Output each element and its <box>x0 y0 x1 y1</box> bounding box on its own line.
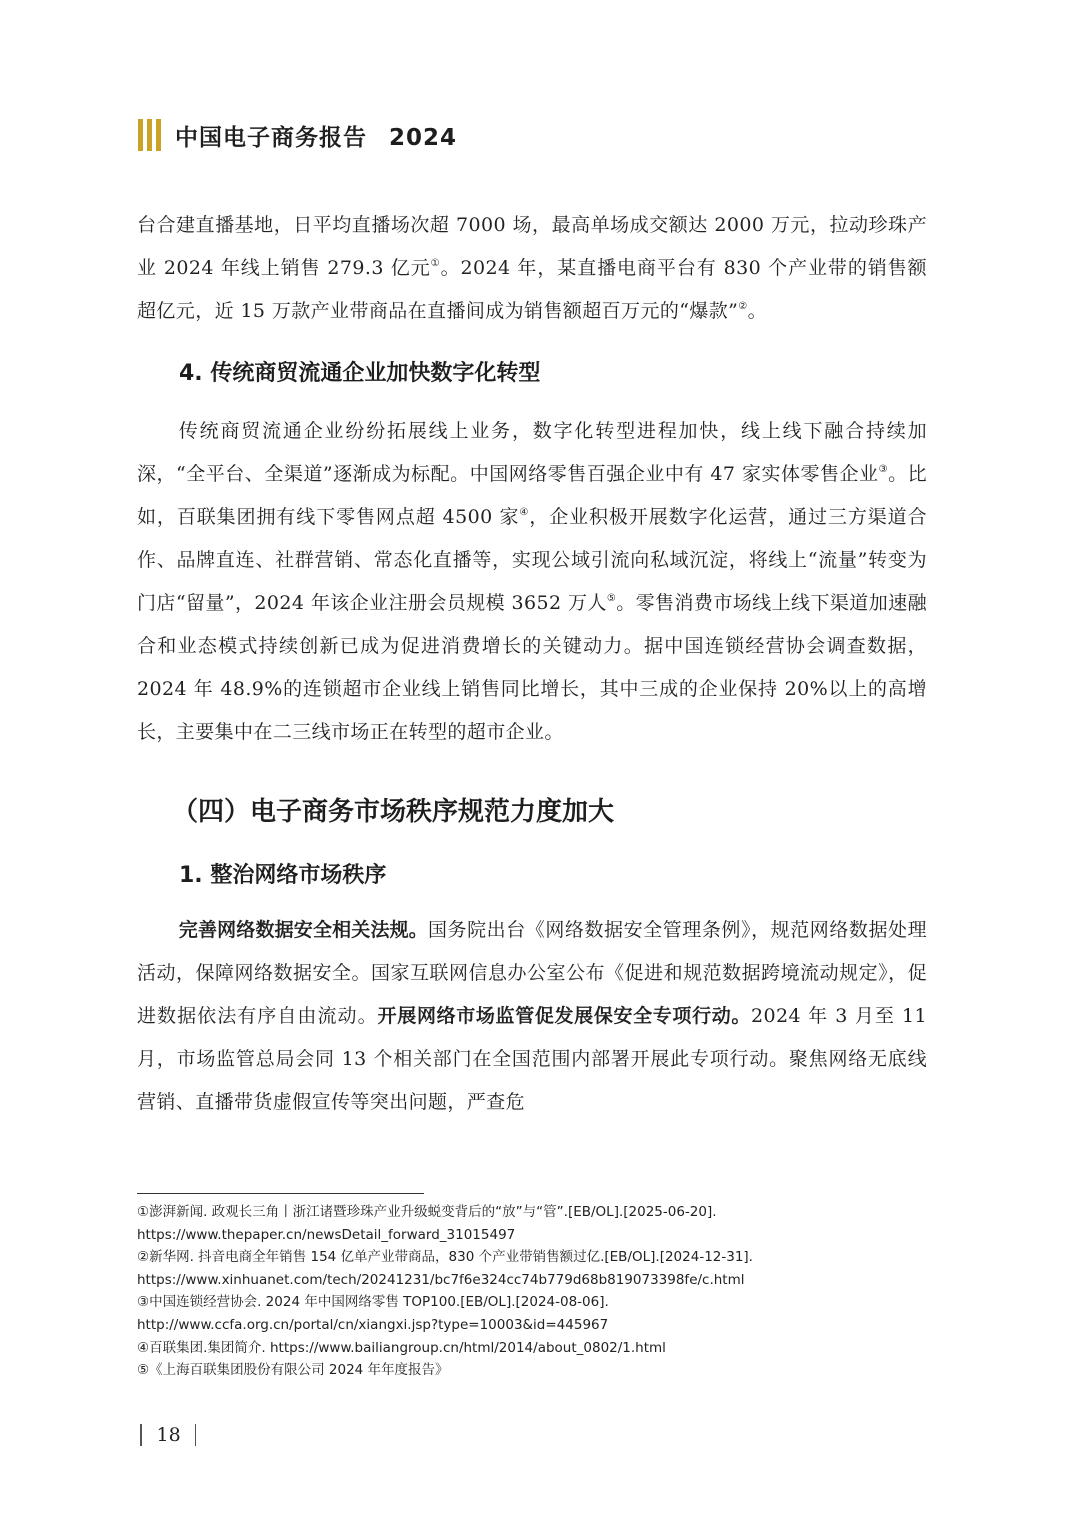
footnote-ref-3[interactable]: ③ <box>878 464 889 475</box>
footnote-line: ②新华网. 抖音电商全年销售 154 亿单产业带商品，830 个产业带销售额过亿.[EB/OL].[2024-12-31]. <box>137 1249 753 1266</box>
page-number-block <box>140 1421 196 1449</box>
section-heading-market-order: （四）电子商务市场秩序规范力度加大 <box>172 797 615 827</box>
footnote-line: ⑤《上海百联集团股份有限公司 2024 年年度报告》 <box>137 1362 449 1379</box>
footnote-ref-5[interactable]: ⑤ <box>606 593 617 604</box>
report-year: 2024 <box>389 124 458 151</box>
paragraph-rectify-market: 完善网络数据安全相关法规。国务院出台《网络数据安全管理条例》，规范网络数据处理活动，保障网络数据安全。国家互联网信息办公室公布《促进和规范数据跨境流动规定》，促进数据依法有序自由流动。开展网络市场监管促发展保安全专项行动。2024 年 3 月至 11 月，市场监管总局会同 13 个相关部门在全国范围内部署开展此专项行动。聚焦网络无底线营销、直播带货虚假宣传等突出问题，严查危 <box>137 919 927 1113</box>
report-title <box>175 119 457 152</box>
page-number: 18 <box>156 1424 181 1446</box>
header-bars-decoration <box>138 119 161 151</box>
report-title-text: 中国电子商务报告 <box>175 124 367 151</box>
main-content <box>137 204 927 1124</box>
paragraph-traditional-retail: 传统商贸流通企业纷纷拓展线上业务，数字化转型进程加快，线上线下融合持续加深，“全平台、全渠道”逐渐成为标配。中国网络零售百强企业中有 47 家实体零售企业③。比如，百联集团拥有线下零售网点超 4500 家④，企业积极开展数字化运营，通过三方渠道合作、品牌直连、社群营销、常态化直播等，实现公域引流向私域沉淀，将线上“流量”转变为门店“留量”，2024 年该企业注册会员规模 3652 万人⑤。零售消费市场线上线下渠道加速融合和业态模式持续创新已成为促进消费增长的关键动力。据中国连锁经营协会调查数据，2024 年 48.9%的连锁超市企业线上销售同比增长，其中三成的企业保持 20%以上的高增长，主要集中在二三线市场正在转型的超市企业。 <box>137 420 927 743</box>
footnote-url[interactable]: http://www.ccfa.org.cn/portal/cn/xiangxi.jsp?type=10003&id=445967 <box>137 1316 609 1333</box>
page-header <box>138 117 457 153</box>
subheading-traditional-retail: 4. 传统商贸流通企业加快数字化转型 <box>179 361 541 386</box>
footnote-ref-4[interactable]: ④ <box>519 507 530 518</box>
header-bar <box>147 119 152 151</box>
page-number-separator <box>140 1424 142 1446</box>
footnote-divider <box>137 1193 424 1194</box>
header-bar <box>156 119 161 151</box>
footnote-ref-2[interactable]: ② <box>738 301 748 312</box>
header-bar <box>138 119 143 151</box>
footnote-url[interactable]: https://www.thepaper.cn/newsDetail_forward_31015497 <box>137 1226 516 1243</box>
footnotes <box>137 1201 937 1382</box>
subheading-rectify-market: 1. 整治网络市场秩序 <box>179 863 387 888</box>
footnote-line: ①澎湃新闻. 政观长三角丨浙江诸暨珍珠产业升级蜕变背后的“放”与“管”.[EB/OL].[2025-06-20]. <box>137 1204 717 1220</box>
page-number-separator <box>195 1424 197 1446</box>
footnote-line: ③中国连锁经营协会. 2024 年中国网络零售 TOP100.[EB/OL].[2024-08-06]. <box>137 1294 609 1311</box>
footnote-url[interactable]: https://www.xinhuanet.com/tech/20241231/bc7f6e324cc74b779d68b819073398fe/c.html <box>137 1271 745 1288</box>
footnote-line: ④百联集团.集团简介. https://www.bailiangroup.cn/html/2014/about_0802/1.html <box>137 1339 666 1356</box>
footnote-ref-1[interactable]: ① <box>430 258 441 269</box>
paragraph-live-commerce: 台合建直播基地，日平均直播场次超 7000 场，最高单场成交额达 2000 万元，拉动珍珠产业 2024 年线上销售 279.3 亿元①。2024 年，某直播电商平台有 830 个产业带的销售额超亿元，近 15 万款产业带商品在直播间成为销售额超百万元的“爆款”②。 <box>137 214 927 322</box>
